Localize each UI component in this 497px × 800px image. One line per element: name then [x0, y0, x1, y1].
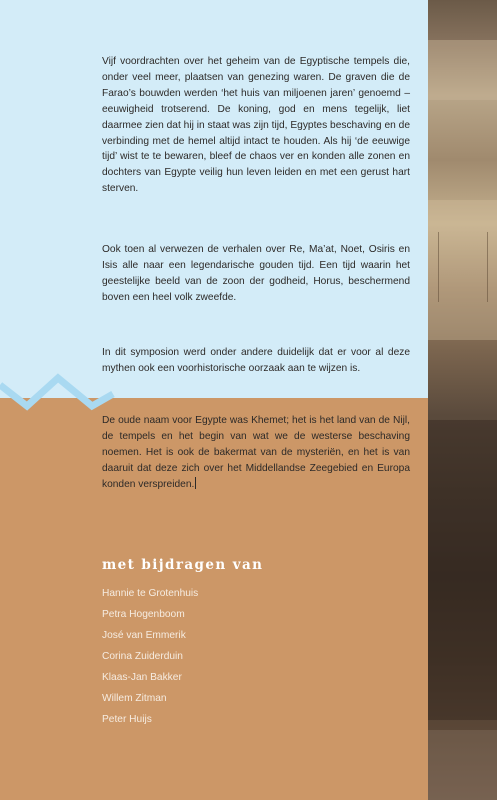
contributor-name: Peter Huijs [102, 714, 152, 725]
khemet-paragraph [102, 413, 410, 493]
zigzag-ornament [0, 372, 130, 412]
text-cursor [195, 477, 196, 489]
contributor-name: Petra Hogenboom [102, 609, 185, 620]
symposion-paragraph: In dit symposion werd onder andere duidelijk dat er voor al deze mythen ook een voorhistorische oorzaak aan te wijzen is. [102, 347, 410, 374]
contributor-name: Klaas-Jan Bakker [102, 672, 182, 683]
contributor-name: Hannie te Grotenhuis [102, 588, 199, 599]
contributor-name: Willem Zitman [102, 693, 167, 704]
contributor-name: José van Emmerik [102, 630, 186, 641]
temple-photo-strip [428, 0, 497, 800]
hieroglyph-relief [438, 232, 488, 302]
khemet-text: De oude naam voor Egypte was Khemet; het is het land van de Nijl, de tempels en het begin van wat we de westerse beschaving noemen. Het is ook de bakermat van de mysteriën, en het is van daaruit dat deze zich over het Middellandse Zeegebied en Europa konden verspreiden. [102, 415, 410, 490]
contributor-name: Corina Zuiderduin [102, 651, 183, 662]
intro-paragraph: Vijf voordrachten over het geheim van de Egyptische tempels die, onder veel meer, plaatsen van genezing waren. De graven die de Farao’s bouwden werden ‘het huis van miljoenen jaren’ genoemd – eeuwigheid trotserend. De koning, god en mens tegelijk, liet daarmee zien dat hij in staat was zijn tijd, Egyptes beschaving en de verbinding met de hemel altijd intact te houden. Als hij ‘de eeuwige tijd’ wist te te bewaren, bleef de chaos ver en konden alle zonen en dochters van Egypte veilig hun leven leiden en met een gerust hart sterven. [102, 56, 410, 195]
contributors-heading: met bijdragen van [102, 557, 264, 573]
contributors-list [102, 583, 198, 730]
myths-paragraph: Ook toen al verwezen de verhalen over Re, Ma’at, Noet, Osiris en Isis alle naar een legendarische gouden tijd. Een tijd waarin het geestelijke beeld van de zoon der godheid, Horus, beschermend boven een heel volk zweefde. [102, 244, 410, 303]
